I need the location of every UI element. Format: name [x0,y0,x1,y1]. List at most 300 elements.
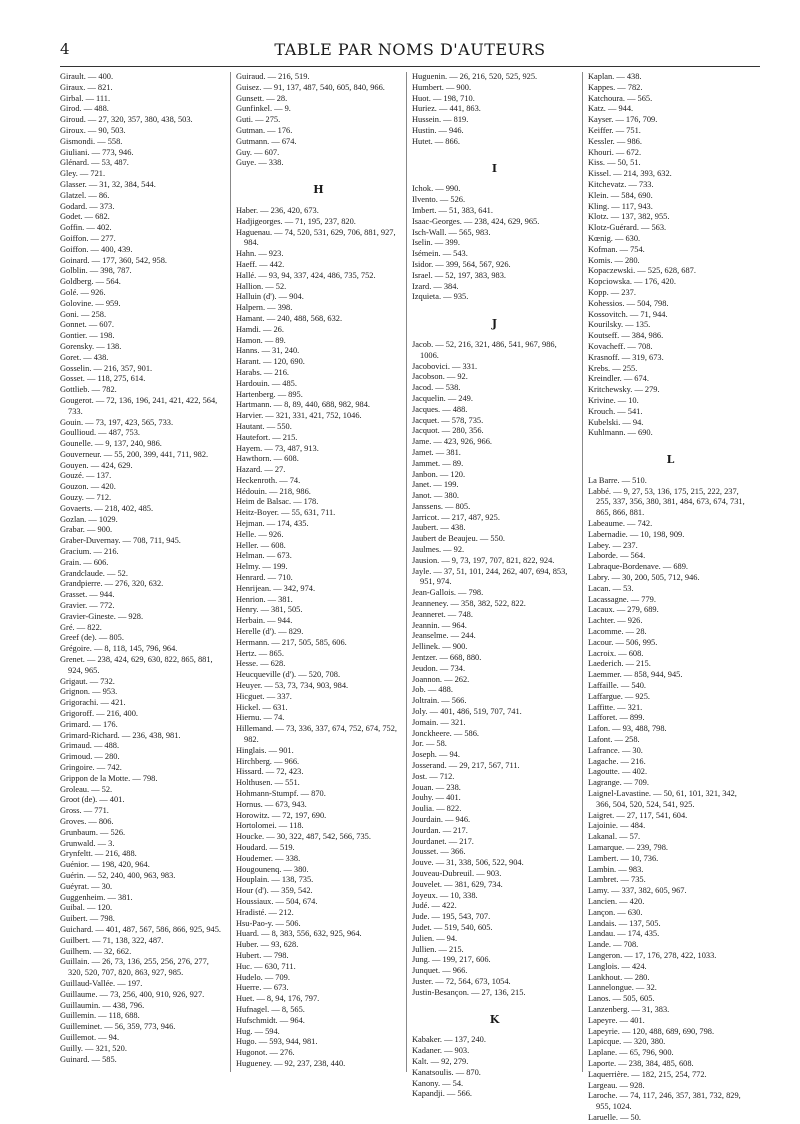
index-entry: Henrion. — 381. [236,594,293,604]
index-entry: Humbert. — 900. [412,82,472,92]
index-entry: Gouverneur. — 55, 200, 399, 441, 711, 982. [60,449,209,459]
index-entry: Joulia. — 822. [412,804,462,814]
index-entry: Isémein. — 543. [412,249,468,259]
index-entry: Goni. — 258. [60,309,107,319]
index-entry: Kohessios. — 504, 798. [588,298,669,308]
index-entry: Hermann. — 217, 505, 585, 606. [236,637,347,647]
index-entry: Gounelle. — 9, 137, 240, 986. [60,439,162,449]
index-entry: Jausion. — 9, 73, 197, 707, 821, 822, 924. [412,555,555,565]
index-entry: Kanatsoulis. — 870. [412,1067,481,1077]
index-entry: Grynfeltt. — 216, 488. [60,849,137,859]
index-entry: Laemmer. — 858, 944, 945. [588,670,683,680]
index-entry: Groot (de). — 401. [60,795,125,805]
index-entry: Godet. — 682. [60,212,110,222]
index-entry: Jaubert de Beaujeu. — 550. [412,534,506,544]
index-entry: Grandclaude. — 52. [60,568,128,578]
index-entry: Huard. — 8, 383, 556, 632, 925, 964. [236,929,362,939]
index-entry: Hohmann-Stumpf. — 870. [236,789,326,798]
index-entry: Grignon. — 953. [60,687,118,697]
index-entry: Hissard. — 72, 423. [236,767,304,777]
page-number: 4 [60,40,70,58]
index-entry: Josserand. — 29, 217, 567, 711. [412,761,520,771]
index-entry: Lakanal. — 57. [588,832,641,842]
column-4 [588,72,753,1122]
index-entry: Grabar. — 900. [60,525,113,535]
index-entry: Guye. — 338. [236,158,284,168]
index-entry: Hillemand. — 73, 336, 337, 674, 752, 674, 752, 982. [236,724,397,745]
index-entry: Giroud. — 27, 320, 357, 380, 438, 503. [60,115,193,125]
index-entry: Isch-Wall. — 565, 983. [412,227,491,237]
index-entry: Hanns. — 31, 240. [236,346,300,356]
index-entry: Isaac-Georges. — 238, 424, 629, 965. [412,216,540,226]
index-entry: Joyeux. — 10, 338. [412,890,478,900]
index-entry: Jourdan. — 217. [412,825,468,835]
index-entry: Janot. — 380. [412,491,459,501]
index-entry: Hussein. — 819. [412,115,469,125]
index-entry: Lanos. — 505, 605. [588,994,655,1004]
index-entry: Gouzé. — 137. [60,471,112,481]
index-entry: Guichard. — 401, 487, 567, 586, 866, 925, 945. [60,924,221,934]
index-entry: Gismondi. — 558. [60,136,123,146]
index-entry: Hubert. — 798. [236,950,289,960]
index-entry: Krebs. — 255. [588,363,638,373]
index-entry: Giroux. — 90, 503. [60,125,126,135]
index-entry: Girod. — 488. [60,104,109,114]
index-entry: Houcke. — 30, 322, 487, 542, 566, 735. [236,832,371,842]
index-entry: Gouyen. — 424, 629. [60,460,133,470]
index-entry: Khouri. — 672. [588,147,642,157]
index-entry: Largeau. — 928. [588,1080,645,1090]
index-entry: Hadjigeorges. — 71, 195, 237, 820. [236,216,356,226]
index-entry: Gravier. — 772. [60,601,115,611]
index-entry: Henry. — 381, 505. [236,605,303,615]
index-entry: Kiss. — 50, 51. [588,158,641,168]
section-letter: J [491,317,498,331]
index-entry: Jousset. — 366. [412,847,466,857]
index-entry: Guggenheim. — 381. [60,892,133,902]
index-entry: Krivine. — 10. [588,395,639,405]
index-entry: Henrard. — 710. [236,573,293,583]
index-entry: Gottlieb. — 782. [60,385,117,395]
index-entry: Laignel-Lavastine. — 50, 61, 101, 321, 342, 366, 504, 520, 524, 541, 925. [588,789,737,809]
index-entry: Jaulmes. — 92. [412,545,465,555]
index-entry: Kessler. — 986. [588,136,642,146]
index-entry: Grunwald. — 3. [60,838,115,848]
index-entry: Langeron. — 17, 176, 278, 422, 1033. [588,950,717,960]
index-entry: Lafon. — 93, 488, 798. [588,724,667,734]
index-entry: Kling. — 117, 943. [588,201,653,211]
index-entry: Kopciowska. — 176, 420. [588,277,676,287]
index-entry: Guillaume. — 73, 256, 400, 910, 926, 927. [60,989,205,999]
index-entry: Golé. — 926. [60,287,106,297]
index-entry: Gonnet. — 607. [60,320,114,330]
index-entry: Kopp. — 237. [588,287,636,297]
index-entry: Jeanselme. — 244. [412,631,476,641]
index-entry: Hirchberg. — 966. [236,756,300,766]
index-entry: Haguenau. — 74, 520, 531, 629, 706, 881, 927, 984. [236,227,396,248]
index-entry: Grimaud. — 488. [60,741,120,751]
section-letter: L [666,453,675,467]
index-entry: Hradisté. — 212. [236,907,294,917]
index-entry: Kadaner. — 903. [412,1046,470,1056]
index-entry: Lambin. — 983. [588,864,644,874]
index-entry: Huet. — 8, 94, 176, 797. [236,994,320,1004]
index-entry: Huber. — 93, 628. [236,940,299,950]
index-entry: Lacomme. — 28. [588,627,647,637]
index-entry: Lacaux. — 279, 689. [588,605,659,615]
index-entry: Lanzenberg. — 31, 383. [588,1004,670,1014]
index-entry: Heim de Balsac. — 178. [236,497,319,507]
index-entry: Jacobson. — 92. [412,372,468,382]
index-entry: Laederich. — 215. [588,659,651,669]
index-entry: Gracium. — 216. [60,547,119,557]
index-entry: Hayem. — 73, 487, 913. [236,443,319,453]
index-entry: Kopaczewski. — 525, 628, 687. [588,266,696,276]
index-entry: Kreindler. — 674. [588,374,649,384]
index-entry: Grégoire. — 8, 118, 145, 796, 964. [60,644,178,654]
index-entry: Grenet. — 238, 424, 629, 630, 822, 865, 881, 924, 965. [60,655,213,675]
header-rule [60,66,760,67]
index-entry: Labernadie. — 10, 198, 909. [588,529,685,539]
index-entry: Komis. — 280. [588,255,640,265]
index-entry: Hugo. — 593, 944, 981. [236,1037,318,1047]
column-divider [406,72,407,1072]
index-entry: Lamarque. — 239, 798. [588,842,669,852]
index-entry: Hortolomei. — 118. [236,821,304,831]
index-entry: Langlois. — 424. [588,961,647,971]
index-entry: Katchoura. — 565. [588,93,653,103]
index-entry: Hardouin. — 485. [236,378,297,388]
index-entry: Jacquot. — 280, 356. [412,426,484,436]
index-entry: Isidor. — 399, 564, 567, 926. [412,259,511,269]
index-entry: Greef (de). — 805. [60,633,124,643]
index-entry: Govaerts. — 218, 402, 485. [60,503,154,513]
index-entry: Jouve. — 31, 338, 506, 522, 904. [412,858,524,868]
index-entry: Gringoire. — 742. [60,763,122,772]
index-entry: Heucqueville (d'). — 520, 708. [236,670,341,680]
index-entry: Lambert. — 10, 736. [588,853,659,863]
index-entry: Jude. — 195, 543, 707. [412,912,491,922]
index-entry: Jacquet. — 578, 735. [412,415,484,425]
index-entry: Izquieta. — 935. [412,292,469,302]
index-entry: Golovine. — 959. [60,298,121,308]
index-entry: Jellinek. — 900. [412,642,468,652]
column-divider [230,72,231,1072]
index-entry: Groves. — 806. [60,816,114,826]
index-entry: Glatzel. — 86. [60,190,110,200]
index-entry: Halluin (d'). — 904. [236,292,304,302]
index-columns [60,72,760,1122]
index-entry: Horowitz. — 72, 197, 690. [236,810,327,820]
index-entry: Kubelski. — 94. [588,417,644,427]
index-entry: Jouvelet. — 381, 629, 734. [412,879,503,889]
index-entry: Gontier. — 198. [60,331,115,341]
index-entry: Jouan. — 238. [412,782,461,792]
index-entry: Jung. — 199, 217, 606. [412,955,491,965]
index-entry: Jourdain. — 946. [412,815,471,824]
index-entry: Krasnoff. — 319, 673. [588,352,664,362]
index-entry: Krouch. — 541. [588,406,643,416]
index-entry: La Barre. — 510. [588,475,647,485]
index-entry: Kourilsky. — 135. [588,320,651,330]
index-entry: Gley. — 721. [60,169,106,179]
index-entry: Klotz-Guérard. — 563. [588,223,667,233]
index-entry: Jayle. — 37, 51, 101, 244, 262, 407, 694, 853, 951, 974. [412,566,568,587]
index-entry: Janssens. — 805. [412,501,471,511]
index-entry: Haber. — 236, 420, 673. [236,205,319,215]
index-entry: Goullioud. — 487, 753. [60,428,141,438]
index-entry: Lapeyre. — 401. [588,1015,645,1025]
index-entry: Huguenin. — 26, 216, 520, 525, 925. [412,72,538,81]
index-entry: Hamon. — 89. [236,335,286,345]
index-entry: Guillemot. — 94. [60,1032,120,1042]
index-entry: Houplain. — 138, 735. [236,875,314,885]
index-entry: Lacan. — 53. [588,583,634,593]
index-entry: Gré. — 822. [60,622,102,632]
index-entry: Jacob. — 52, 216, 321, 486, 541, 967, 986, 1006. [412,339,557,360]
index-entry: Glénard. — 53, 487. [60,158,129,168]
index-entry: Laffitte. — 321. [588,702,643,712]
index-entry: Kapandji. — 566. [412,1089,473,1099]
index-entry: Laquerrière. — 182, 215, 254, 772. [588,1069,707,1079]
index-entry: Hazard. — 27. [236,465,286,475]
index-entry: Girbal. — 111. [60,93,111,103]
index-entry: Klein. — 584, 690. [588,190,653,200]
index-entry: Lafforet. — 899. [588,713,645,723]
index-entry: Lacour. — 506, 995. [588,637,658,647]
index-entry: Kœnig. — 630. [588,233,641,243]
index-entry: Hamdi. — 26. [236,324,284,334]
column-3 [412,72,577,1099]
index-entry: Grimard-Richard. — 236, 438, 981. [60,730,181,740]
index-entry: Goret. — 438. [60,352,109,362]
section-letter: H [313,183,324,197]
index-entry: Harvier. — 321, 331, 421, 752, 1046. [236,411,362,421]
index-entry: Laruelle. — 50. [588,1112,642,1122]
index-entry: Kissel. — 214, 393, 632. [588,169,672,179]
index-entry: Junquet. — 966. [412,966,468,976]
index-entry: Kabaker. — 137, 240. [412,1035,486,1045]
index-entry: Jarricot. — 217, 487, 925. [412,512,500,522]
index-entry: Lankhout. — 280. [588,972,650,982]
index-entry: Lafont. — 258. [588,735,640,745]
index-entry: Hamant. — 240, 488, 568, 632. [236,313,343,323]
index-entry: Lancien. — 420. [588,896,645,906]
index-entry: Grasset. — 944. [60,590,115,600]
index-entry: Houdard. — 519. [236,842,295,852]
index-entry: Guillain. — 26, 73, 136, 255, 256, 276, 277, 320, 520, 707, 820, 863, 927, 985. [60,957,209,978]
index-entry: Jacod. — 538. [412,383,461,393]
index-entry: Guilleminet. — 56, 359, 773, 946. [60,1022,176,1032]
index-entry: Ilvento. — 526. [412,195,466,205]
column-2 [236,72,401,1072]
index-entry: Glasser. — 31, 32, 384, 544. [60,179,156,189]
index-entry: Hsu-Pao-y. — 506. [236,918,301,928]
index-entry: Helmy. — 199. [236,562,288,572]
index-entry: Jomain. — 321. [412,717,466,727]
index-entry: Jost. — 712. [412,771,455,781]
index-entry: Jame. — 423, 926, 966. [412,437,493,447]
index-entry: Heitz-Boyer. — 55, 631, 711. [236,508,336,518]
index-entry: Grippon de la Motte. — 798. [60,773,158,783]
index-entry: Guérin. — 52, 240, 400, 963, 983. [60,870,176,880]
index-entry: Helle. — 926. [236,529,284,539]
index-entry: Jacquelin. — 249. [412,393,473,403]
index-entry: Hugonot. — 276. [236,1048,295,1058]
index-entry: Gross. — 771. [60,806,109,816]
index-entry: Lacassagne. — 779. [588,594,656,604]
index-entry: Houssiaux. — 504, 674. [236,896,318,906]
index-entry: Judé. — 422. [412,901,457,911]
index-entry: Guinard. — 585. [60,1054,117,1064]
index-entry: Grimard. — 176. [60,719,118,729]
index-entry: Hugueney. — 92, 237, 238, 440. [236,1058,346,1068]
index-entry: Huerre. — 673. [236,983,289,993]
index-entry: Laporte. — 238, 384, 485, 608. [588,1058,694,1068]
index-entry: Jacobovici. — 331. [412,361,478,371]
section-letter: I [491,161,498,175]
index-entry: Jouhy. — 401. [412,793,461,803]
index-entry: Henrijean. — 342, 974. [236,583,316,593]
index-entry: Janet. — 199. [412,480,459,490]
index-entry: Grigoroff. — 216, 400. [60,709,139,719]
index-entry: Hustin. — 946. [412,125,464,135]
index-entry: Lande. — 708. [588,940,639,950]
index-entry: Guénior. — 198, 420, 964. [60,860,150,870]
index-entry: Laffargue. — 925. [588,691,651,701]
index-entry: Grandpierre. — 276, 320, 632. [60,579,164,589]
index-entry: Jentzer. — 668, 880. [412,653,482,663]
index-entry: Lamy. — 337, 382, 605, 967. [588,886,687,896]
index-entry: Heller. — 608. [236,540,286,550]
index-entry: Gosselin. — 216, 357, 901. [60,363,153,373]
index-entry: Kalt. — 92, 279. [412,1056,469,1066]
index-entry: Goinard. — 177, 360, 542, 958. [60,255,168,265]
index-entry: Julien. — 94. [412,933,458,943]
index-entry: Imbert. — 51, 383, 641. [412,205,493,215]
index-entry: Hufnagel. — 8, 565. [236,1004,305,1014]
index-entry: Labey. — 237. [588,540,638,550]
index-entry: Hinglais. — 901. [236,745,294,755]
index-entry: Grimoud. — 280. [60,752,120,762]
index-entry: Kaplan. — 438. [588,72,642,81]
index-entry: Goiffon. — 400, 439. [60,244,133,254]
index-entry: Lacroix. — 608. [588,648,644,658]
index-entry: Hawthorn. — 608. [236,454,299,464]
index-entry: Labbé. — 9, 27, 53, 136, 175, 215, 222, 237, 255, 337, 356, 380, 381, 484, 673, 674, 731, 865, 866, 881. [588,486,745,518]
index-entry: Guibert. — 798. [60,914,115,924]
index-entry: Joly. — 401, 486, 519, 707, 741. [412,707,522,717]
index-entry: Guy. — 607. [236,147,280,157]
index-entry: Jacques. — 488. [412,404,468,414]
index-entry: Jourdanet. — 217. [412,836,474,846]
index-entry: Landau. — 174, 435. [588,929,660,939]
section-letter: K [489,1012,500,1026]
index-entry: Lançon. — 630. [588,907,643,917]
index-entry: Harant. — 120, 690. [236,357,305,367]
index-entry: Huriez. — 441, 863. [412,104,481,114]
index-entry: Laplane. — 65, 796, 900. [588,1048,674,1058]
index-entry: Grunbaum. — 526. [60,827,126,837]
index-entry: Jouveau-Dubreuil. — 903. [412,868,502,878]
index-entry: Janbon. — 120. [412,469,466,479]
index-entry: Hutet. — 866. [412,136,460,146]
index-entry: Kappes. — 782. [588,82,643,92]
index-entry: Gouzon. — 420. [60,482,116,492]
index-entry: Kuhlmann. — 690. [588,428,653,438]
index-entry: Helman. — 673. [236,551,292,561]
index-entry: Guiraud. — 216, 519. [236,72,310,81]
index-entry: Guibal. — 120. [60,903,113,913]
index-entry: Gorensky. — 138. [60,341,122,351]
index-entry: Judet. — 519, 540, 605. [412,922,493,932]
index-entry: Gunsett. — 28. [236,93,288,103]
index-entry: Hiernu. — 74. [236,713,285,723]
index-entry: Jeannin. — 964. [412,620,467,630]
index-entry: Hartenberg. — 895. [236,389,303,399]
index-entry: Jaubert. — 438. [412,523,466,533]
index-entry: Kritchewsky. — 279. [588,385,660,395]
index-entry: Herbain. — 944. [236,616,293,626]
index-entry: Halpern. — 398. [236,303,293,313]
index-entry: Klotz. — 137, 382, 955. [588,212,670,222]
index-entry: Guéyrat. — 30. [60,881,113,891]
index-entry: Guillaumin. — 438, 796. [60,1000,145,1010]
index-entry: Guillaud-Vallée. — 197. [60,978,143,988]
index-entry: Jor. — 58. [412,739,447,749]
index-entry: Guisez. — 91, 137, 487, 540, 605, 840, 966. [236,82,385,92]
index-entry: Lagoutte. — 402. [588,767,648,777]
index-entry: Laigret. — 27, 117, 541, 604. [588,810,688,820]
index-entry: Hickel. — 631. [236,702,288,712]
index-entry: Jonckheere. — 586. [412,728,479,738]
index-entry: Graber-Duvernay. — 708, 711, 945. [60,536,181,546]
index-entry: Gosset. — 118, 275, 614. [60,374,146,384]
index-entry: Joannon. — 262. [412,674,470,684]
index-entry: Kovacheff. — 708. [588,341,653,351]
index-entry: Joltrain. — 566. [412,696,467,706]
index-entry: Hertz. — 865. [236,648,284,658]
index-entry: Guilbert. — 71, 138, 322, 487. [60,935,164,945]
index-entry: Goffin. — 402. [60,223,112,233]
index-entry: Hudelo. — 709. [236,972,290,982]
index-entry: Gouin. — 73, 197, 423, 565, 733. [60,417,174,427]
index-entry: Hougounenq. — 380. [236,864,309,874]
index-entry: Guti. — 275. [236,115,281,125]
index-entry: Herelle (d'). — 829. [236,627,304,637]
index-entry: Girault. — 400. [60,72,114,81]
page-title: TABLE PAR NOMS D'AUTEURS [274,40,546,59]
index-entry: Hour (d'). — 359, 542. [236,886,313,896]
index-entry: Lajoinie. — 484. [588,821,646,831]
index-entry: Grain. — 606. [60,557,109,567]
column-1 [60,72,225,1072]
index-entry: Laroche. — 74, 117, 246, 357, 381, 732, 829, 955, 1024. [588,1091,741,1112]
index-entry: Guilhem. — 32, 662. [60,946,132,956]
index-entry: Gutman. — 176. [236,125,293,135]
index-entry: Israel. — 52, 197, 383, 983. [412,270,506,280]
index-entry: Grigaut. — 732. [60,676,115,686]
index-entry: Harabs. — 216. [236,367,290,377]
index-entry: Guilly. — 321, 520. [60,1043,127,1053]
index-entry: Goiffon. — 277. [60,233,116,243]
column-divider [582,72,583,1072]
index-entry: Huc. — 630, 711. [236,961,296,971]
index-entry: Golblin. — 398, 787. [60,266,132,276]
index-entry: Hédouin. — 218, 986. [236,486,311,496]
index-entry: Giuliani. — 773, 946. [60,147,134,157]
index-entry: Lachter. — 926. [588,616,643,626]
